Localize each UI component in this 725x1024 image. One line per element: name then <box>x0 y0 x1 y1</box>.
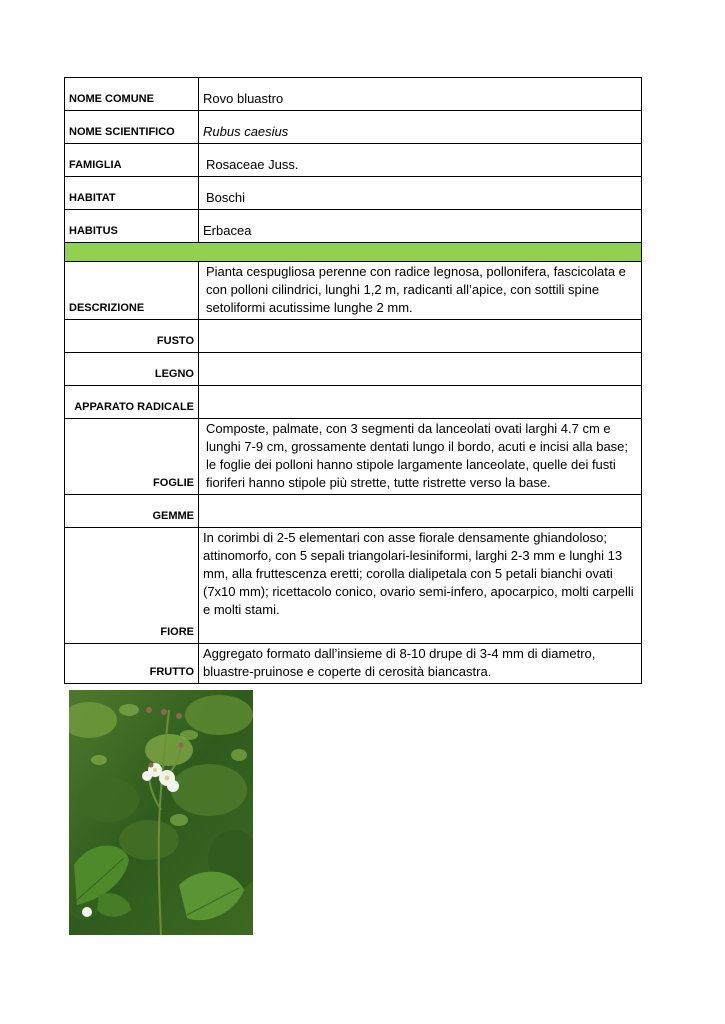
label-gemme: GEMME <box>65 495 199 528</box>
value-fusto <box>199 320 642 353</box>
value-apparato-radicale <box>199 386 642 419</box>
label-apparato-radicale: APPARATO RADICALE <box>65 386 199 419</box>
label-legno: LEGNO <box>65 353 199 386</box>
value-nome-comune: Rovo bluastro <box>199 78 642 111</box>
plant-photo <box>69 690 253 935</box>
row-gemme <box>65 495 642 528</box>
value-foglie: Composte, palmate, con 3 segmenti da lanceolati ovati larghi 4.7 cm e lunghi 7-9 cm, grossamente dentati lungo il bordo, acuti e incisi alla base; le foglie dei polloni hanno stipole largamente lanceolate, quelle dei fusti fioriferi hanno stipole più strette, tutte ristrette verso la base. <box>199 419 642 495</box>
label-descrizione: DESCRIZIONE <box>65 262 199 320</box>
label-habitus: HABITUS <box>65 210 199 243</box>
label-foglie: FOGLIE <box>65 419 199 495</box>
label-nome-comune: NOME COMUNE <box>65 78 199 111</box>
row-habitat <box>65 177 642 210</box>
value-frutto: Aggregato formato dall’insieme di 8-10 drupe di 3-4 mm di diametro, bluastre-pruinose e coperte di cerosità biancastra. <box>199 644 642 684</box>
row-nome-scientifico <box>65 111 642 144</box>
value-famiglia: Rosaceae Juss. <box>199 144 642 177</box>
row-apparato-radicale <box>65 386 642 419</box>
value-habitat: Boschi <box>199 177 642 210</box>
value-descrizione: Pianta cespugliosa perenne con radice legnosa, pollonifera, fascicolata e con polloni cilindrici, lunghi 1,2 m, radicanti all’apice, con sottili spine setoliformi acutissime lunghe 2 mm. <box>199 262 642 320</box>
label-habitat: HABITAT <box>65 177 199 210</box>
row-foglie <box>65 419 642 495</box>
value-gemme <box>199 495 642 528</box>
row-habitus <box>65 210 642 243</box>
row-legno <box>65 353 642 386</box>
value-legno <box>199 353 642 386</box>
value-habitus: Erbacea <box>199 210 642 243</box>
label-frutto: FRUTTO <box>65 644 199 684</box>
label-fiore: FIORE <box>65 528 199 644</box>
label-famiglia: FAMIGLIA <box>65 144 199 177</box>
row-descrizione <box>65 262 642 320</box>
row-fusto <box>65 320 642 353</box>
green-separator-row <box>65 243 642 262</box>
label-fusto: FUSTO <box>65 320 199 353</box>
label-nome-scientifico: NOME SCIENTIFICO <box>65 111 199 144</box>
row-nome-comune <box>65 78 642 111</box>
row-famiglia <box>65 144 642 177</box>
species-sheet-table <box>64 77 642 684</box>
green-band <box>65 243 642 262</box>
row-fiore <box>65 528 642 644</box>
value-fiore: In corimbi di 2-5 elementari con asse fiorale densamente ghiandoloso; attinomorfo, con 5 sepali triangolari-lesiniformi, larghi 2-3 mm e lunghi 13 mm, alla fruttescenza eretti; corolla dialipetala con 5 petali bianchi ovati (7x10 mm); ricettacolo conico, ovario semi-infero, apocarpico, molti carpelli e molti stami. <box>199 528 642 644</box>
row-frutto <box>65 644 642 684</box>
value-nome-scientifico: Rubus caesius <box>199 111 642 144</box>
